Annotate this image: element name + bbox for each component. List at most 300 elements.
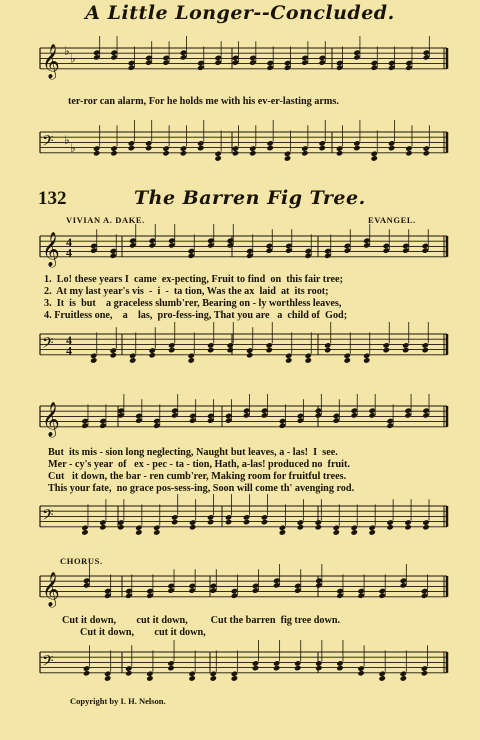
note-head — [93, 145, 100, 151]
note-head — [180, 49, 187, 55]
note-head — [305, 248, 312, 254]
note-head — [189, 519, 196, 525]
note-head — [294, 583, 301, 589]
staff-lines — [40, 132, 447, 153]
note-head — [371, 65, 378, 71]
note-head — [368, 529, 375, 535]
note-head — [422, 342, 429, 348]
note-head — [104, 671, 111, 677]
note-head — [207, 237, 214, 243]
note-head — [168, 237, 175, 243]
flat-icon: ♭ — [70, 140, 76, 155]
note-head — [388, 60, 395, 66]
note-head — [145, 55, 152, 61]
note-head — [405, 65, 412, 71]
note-head — [99, 524, 106, 530]
note-head — [207, 347, 214, 353]
note-head — [162, 145, 169, 151]
note-head — [333, 413, 340, 419]
note-head — [266, 140, 273, 146]
bass-clef-icon: 𝄢 — [42, 506, 54, 528]
note-head — [422, 247, 429, 253]
note-head — [207, 514, 214, 520]
note-head — [252, 587, 259, 593]
note-head — [363, 237, 370, 243]
note-head — [336, 150, 343, 156]
staff-system-top-treble — [0, 38, 480, 98]
note-head — [188, 675, 195, 681]
note-head — [210, 675, 217, 681]
note-head — [99, 423, 106, 429]
note-head — [110, 347, 117, 353]
staff-system-top-bass — [0, 122, 480, 182]
note-head — [294, 587, 301, 593]
note-head — [315, 412, 322, 418]
note-head — [285, 353, 292, 359]
note-head — [386, 423, 393, 429]
note-head — [351, 412, 358, 418]
verse-3-line-2: Cut it down, the bar - ren cumb'rer, Making room for fruitful trees. — [48, 471, 347, 482]
copyright-notice: Copyright by I. H. Nelson. — [70, 696, 166, 706]
note-head — [135, 417, 142, 423]
note-head — [421, 588, 428, 594]
note-head — [266, 347, 273, 353]
treble-clef-icon: 𝄞 — [42, 231, 60, 267]
note-head — [315, 660, 322, 666]
note-head — [167, 583, 174, 589]
note-head — [368, 412, 375, 418]
note-head — [231, 588, 238, 594]
note-head — [188, 353, 195, 359]
note-head — [168, 347, 175, 353]
note-head — [285, 357, 292, 363]
note-head — [294, 660, 301, 666]
note-head — [344, 357, 351, 363]
note-head — [153, 529, 160, 535]
note-head — [227, 347, 234, 353]
note-head — [93, 49, 100, 55]
chorus-label: CHORUS. — [60, 556, 103, 566]
note-head — [189, 524, 196, 530]
note-head — [81, 418, 88, 424]
note-head — [351, 525, 358, 531]
note-head — [249, 59, 256, 65]
note-head — [315, 519, 322, 525]
note-head — [128, 145, 135, 151]
hymn-author: VIVIAN A. DAKE. — [66, 215, 145, 225]
staff-lines — [40, 576, 447, 597]
note-head — [315, 665, 322, 671]
note-head — [135, 525, 142, 531]
chorus-lyric-upper: Cut it down, cut it down, Cut the barren fig tree down. — [62, 615, 341, 626]
note-head — [145, 145, 152, 151]
note-head — [207, 342, 214, 348]
note-head — [344, 353, 351, 359]
staff-system-3-bass — [0, 642, 480, 702]
note-head — [315, 582, 322, 588]
note-head — [400, 675, 407, 681]
note-head — [383, 347, 390, 353]
note-head — [371, 155, 378, 161]
note-head — [83, 670, 90, 676]
verse-4-line-2: This your fate, no grace pos-sess-ing, Soon will come th' avenging rod. — [48, 483, 355, 494]
hymn-title: The Barren Fig Tree. — [134, 187, 366, 209]
note-head — [405, 145, 412, 151]
note-head — [284, 65, 291, 71]
note-head — [110, 248, 117, 254]
note-head — [285, 243, 292, 249]
note-head — [129, 237, 136, 243]
note-head — [125, 588, 132, 594]
note-head — [279, 418, 286, 424]
note-head — [197, 65, 204, 71]
note-head — [146, 671, 153, 677]
note-head — [388, 145, 395, 151]
note-head — [146, 588, 153, 594]
note-head — [388, 65, 395, 71]
note-head — [246, 352, 253, 358]
note-head — [146, 593, 153, 599]
note-head — [371, 151, 378, 157]
note-head — [266, 243, 273, 249]
note-head — [167, 587, 174, 593]
note-head — [197, 145, 204, 151]
note-head — [333, 525, 340, 531]
note-head — [273, 582, 280, 588]
note-head — [386, 519, 393, 525]
note-head — [357, 588, 364, 594]
note-head — [379, 671, 386, 677]
note-head — [261, 412, 268, 418]
note-head — [171, 514, 178, 520]
note-head — [368, 525, 375, 531]
note-head — [90, 353, 97, 359]
verse-1-line-1: 1. Lo! these years I came ex-pecting, Fruit to find on this fair tree; — [44, 274, 343, 285]
note-head — [423, 49, 430, 55]
note-head — [146, 675, 153, 681]
note-head — [404, 412, 411, 418]
note-head — [81, 423, 88, 429]
note-head — [344, 243, 351, 249]
flat-icon: ♭ — [70, 51, 76, 66]
note-head — [188, 587, 195, 593]
note-head — [405, 60, 412, 66]
note-head — [125, 670, 132, 676]
note-head — [225, 514, 232, 520]
bass-clef-icon: 𝄢 — [42, 334, 54, 356]
note-head — [90, 247, 97, 253]
staff-system-1-bass — [0, 324, 480, 384]
note-head — [227, 237, 234, 243]
note-head — [422, 412, 429, 418]
note-head — [243, 519, 250, 525]
note-head — [149, 352, 156, 358]
note-head — [266, 342, 273, 348]
note-head — [188, 583, 195, 589]
note-head — [324, 347, 331, 353]
note-head — [305, 253, 312, 259]
note-head — [404, 524, 411, 530]
note-head — [351, 529, 358, 535]
note-head — [81, 529, 88, 535]
note-head — [128, 60, 135, 66]
note-head — [353, 49, 360, 55]
note-head — [188, 671, 195, 677]
note-head — [162, 150, 169, 156]
note-head — [357, 665, 364, 671]
lyric-line-top: ter-ror can alarm, For he holds me with his ev-er-lasting arms. — [68, 96, 339, 107]
note-head — [301, 59, 308, 65]
note-head — [279, 525, 286, 531]
note-head — [422, 347, 429, 353]
note-head — [153, 423, 160, 429]
note-head — [261, 514, 268, 520]
note-head — [149, 237, 156, 243]
note-head — [400, 582, 407, 588]
staff-lines — [40, 652, 447, 673]
note-head — [353, 145, 360, 151]
note-head — [232, 59, 239, 65]
flat-icon: ♭ — [64, 43, 70, 58]
note-head — [83, 665, 90, 671]
note-head — [273, 665, 280, 671]
note-head — [315, 577, 322, 583]
hymn-tune: EVANGEL. — [368, 215, 416, 225]
note-head — [189, 413, 196, 419]
verse-4-line-1: 4. Fruitless one, a las, pro-fess-ing, That you are a child of God; — [44, 310, 348, 321]
note-head — [379, 588, 386, 594]
note-head — [353, 140, 360, 146]
note-head — [294, 665, 301, 671]
note-head — [284, 60, 291, 66]
note-head — [153, 418, 160, 424]
staff-system-2-bass — [0, 496, 480, 556]
note-head — [243, 407, 250, 413]
note-head — [83, 582, 90, 588]
note-head — [110, 150, 117, 156]
note-head — [249, 55, 256, 61]
note-head — [243, 412, 250, 418]
note-head — [404, 407, 411, 413]
note-head — [336, 665, 343, 671]
note-head — [315, 407, 322, 413]
treble-clef-icon: 𝄞 — [42, 401, 60, 437]
note-head — [110, 49, 117, 55]
note-head — [400, 671, 407, 677]
note-head — [423, 150, 430, 156]
note-head — [383, 247, 390, 253]
note-head — [167, 660, 174, 666]
chorus-lyric-lower: Cut it down, cut it down, — [80, 627, 206, 638]
note-head — [266, 65, 273, 71]
note-head — [225, 519, 232, 525]
note-head — [261, 519, 268, 525]
note-head — [324, 253, 331, 259]
note-head — [273, 577, 280, 583]
note-head — [214, 59, 221, 65]
note-head — [301, 150, 308, 156]
note-head — [333, 529, 340, 535]
note-head — [227, 242, 234, 248]
note-head — [363, 353, 370, 359]
note-head — [402, 243, 409, 249]
note-head — [301, 55, 308, 61]
note-head — [214, 55, 221, 61]
time-signature-top: 4 — [66, 234, 72, 249]
note-head — [90, 357, 97, 363]
note-head — [99, 418, 106, 424]
time-signature-bottom: 4 — [66, 245, 72, 260]
note-head — [319, 140, 326, 146]
note-head — [189, 417, 196, 423]
note-head — [388, 140, 395, 146]
note-head — [315, 524, 322, 530]
note-head — [422, 524, 429, 530]
note-head — [404, 519, 411, 525]
note-head — [104, 593, 111, 599]
note-head — [421, 593, 428, 599]
note-head — [405, 150, 412, 156]
note-head — [197, 60, 204, 66]
note-head — [249, 145, 256, 151]
note-head — [336, 660, 343, 666]
note-head — [422, 243, 429, 249]
note-head — [231, 671, 238, 677]
note-head — [423, 145, 430, 151]
time-signature-top: 4 — [66, 332, 72, 347]
note-head — [279, 423, 286, 429]
verse-3-line-1: 3. It is but a graceless slumb'rer, Bearing on - ly worthless leaves, — [44, 298, 342, 309]
note-head — [231, 675, 238, 681]
note-head — [363, 242, 370, 248]
note-head — [110, 352, 117, 358]
note-head — [344, 247, 351, 253]
note-head — [227, 342, 234, 348]
page-title: A Little Longer--Concluded. — [85, 2, 395, 24]
note-head — [421, 670, 428, 676]
note-head — [383, 243, 390, 249]
note-head — [301, 145, 308, 151]
note-head — [128, 65, 135, 71]
verse-1-line-2: But its mis - sion long neglecting, Naught but leaves, a - las! I see. — [48, 447, 338, 458]
note-head — [261, 407, 268, 413]
note-head — [125, 665, 132, 671]
note-head — [246, 253, 253, 259]
note-head — [110, 253, 117, 259]
note-head — [207, 417, 214, 423]
note-head — [145, 140, 152, 146]
staff-lines — [40, 406, 447, 427]
note-head — [210, 583, 217, 589]
note-head — [231, 593, 238, 599]
bass-clef-icon: 𝄢 — [42, 652, 54, 674]
note-head — [363, 357, 370, 363]
note-head — [129, 242, 136, 248]
note-head — [266, 247, 273, 253]
note-head — [81, 525, 88, 531]
note-head — [99, 519, 106, 525]
note-head — [129, 357, 136, 363]
verse-2-line-2: Mer - cy's year of ex - pec - ta - tion, Hath, a-las! produced no fruit. — [48, 459, 350, 470]
note-head — [336, 145, 343, 151]
note-head — [333, 417, 340, 423]
note-head — [319, 145, 326, 151]
note-head — [279, 529, 286, 535]
flat-icon: ♭ — [64, 132, 70, 147]
note-head — [421, 665, 428, 671]
note-head — [171, 519, 178, 525]
hymn-number: 132 — [38, 188, 67, 209]
note-head — [422, 407, 429, 413]
note-head — [149, 242, 156, 248]
note-head — [266, 145, 273, 151]
note-head — [188, 253, 195, 259]
note-head — [93, 150, 100, 156]
note-head — [353, 54, 360, 60]
note-head — [104, 675, 111, 681]
note-head — [336, 65, 343, 71]
note-head — [252, 583, 259, 589]
note-head — [93, 54, 100, 60]
note-head — [305, 353, 312, 359]
note-head — [319, 59, 326, 65]
note-head — [135, 413, 142, 419]
note-head — [214, 151, 221, 157]
treble-clef-icon: 𝄞 — [42, 571, 60, 607]
note-head — [297, 524, 304, 530]
note-head — [83, 577, 90, 583]
note-head — [297, 417, 304, 423]
note-head — [368, 407, 375, 413]
note-head — [252, 660, 259, 666]
note-head — [188, 357, 195, 363]
note-head — [285, 247, 292, 253]
note-head — [249, 150, 256, 156]
note-head — [90, 243, 97, 249]
note-head — [168, 242, 175, 248]
note-head — [225, 417, 232, 423]
note-head — [284, 151, 291, 157]
note-head — [402, 342, 409, 348]
note-head — [297, 519, 304, 525]
note-head — [171, 412, 178, 418]
note-head — [145, 59, 152, 65]
note-head — [402, 247, 409, 253]
note-head — [246, 347, 253, 353]
note-head — [110, 54, 117, 60]
note-head — [214, 155, 221, 161]
note-head — [104, 588, 111, 594]
note-head — [167, 665, 174, 671]
note-head — [422, 519, 429, 525]
note-head — [297, 413, 304, 419]
note-head — [423, 54, 430, 60]
note-head — [168, 342, 175, 348]
note-head — [232, 55, 239, 61]
note-head — [336, 60, 343, 66]
note-head — [197, 140, 204, 146]
note-head — [379, 593, 386, 599]
note-head — [207, 519, 214, 525]
treble-clef-icon: 𝄞 — [42, 43, 60, 79]
note-head — [386, 524, 393, 530]
note-head — [210, 587, 217, 593]
note-head — [232, 145, 239, 151]
note-head — [225, 413, 232, 419]
note-head — [207, 242, 214, 248]
note-head — [129, 353, 136, 359]
note-head — [357, 593, 364, 599]
